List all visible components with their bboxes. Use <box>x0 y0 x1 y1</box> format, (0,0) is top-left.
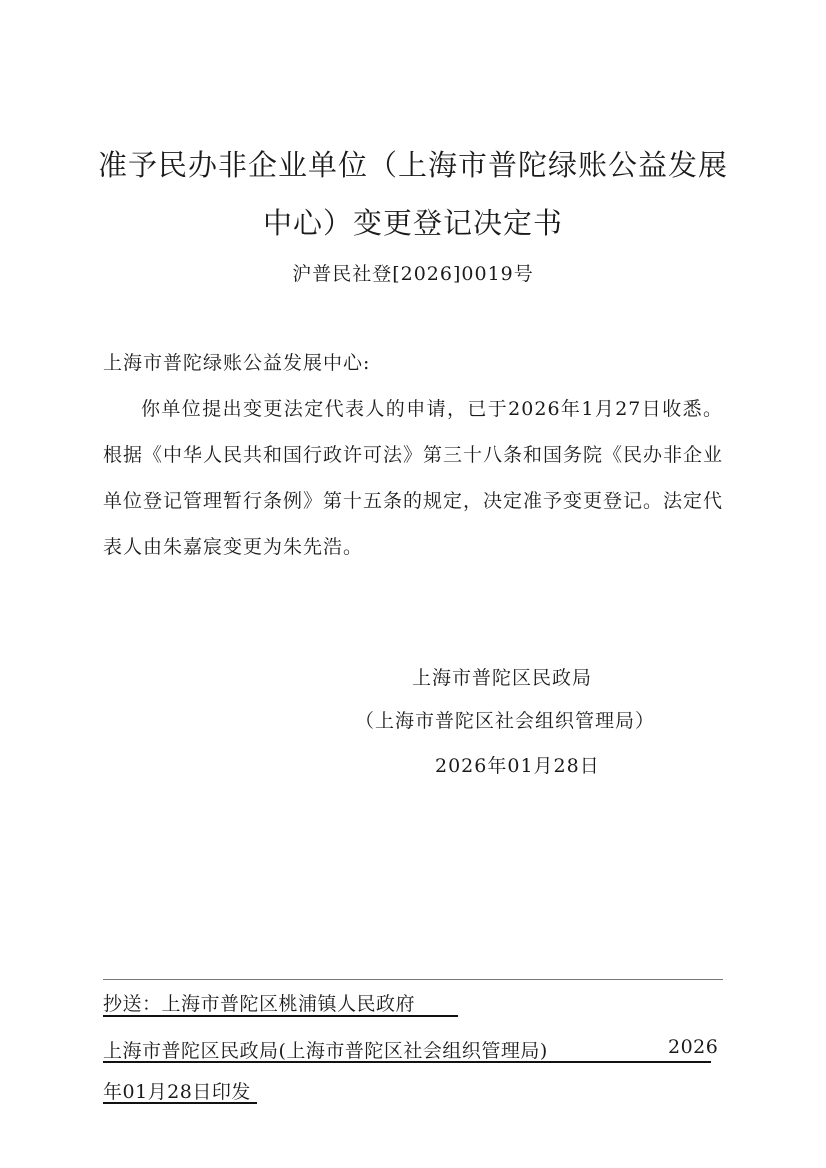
signature-sub-organization: （上海市普陀区社会组织管理局） <box>355 710 656 732</box>
cc-underline-1 <box>103 1015 458 1017</box>
issuer-line <box>103 1036 719 1063</box>
decision-paragraph: 你单位提出变更法定代表人的申请，已于2026年1月27日收悉。根据《中华人民共和国行政许可法》第三十八条和国务院《民办非企业单位登记管理暂行条例》第十五条的规定，决定准予变更登记。法定代表人由朱嘉宸变更为朱先浩。 <box>103 398 724 558</box>
cc-underline-2 <box>103 1061 711 1063</box>
footer-divider <box>103 979 723 980</box>
cc-recipients: 抄送：上海市普陀区桃浦镇人民政府 <box>103 993 416 1015</box>
cc-underline-3 <box>103 1102 257 1104</box>
signature-organization: 上海市普陀区民政局 <box>412 667 593 689</box>
document-title-line-2: 中心）变更登记决定书 <box>262 206 563 240</box>
issue-date: 年01月28日印发 <box>103 1081 251 1103</box>
addressee: 上海市普陀绿账公益发展中心: <box>103 352 371 374</box>
signature-date: 2026年01月28日 <box>435 755 600 777</box>
document-title-line-1: 准予民办非企业单位（上海市普陀绿账公益发展 <box>97 148 728 182</box>
document-number: 沪普民社登[2026]0019号 <box>292 263 534 285</box>
issuer-name: 上海市普陀区民政局(上海市普陀区社会组织管理局) <box>103 1040 548 1062</box>
issue-year: 2026 <box>668 1036 719 1058</box>
